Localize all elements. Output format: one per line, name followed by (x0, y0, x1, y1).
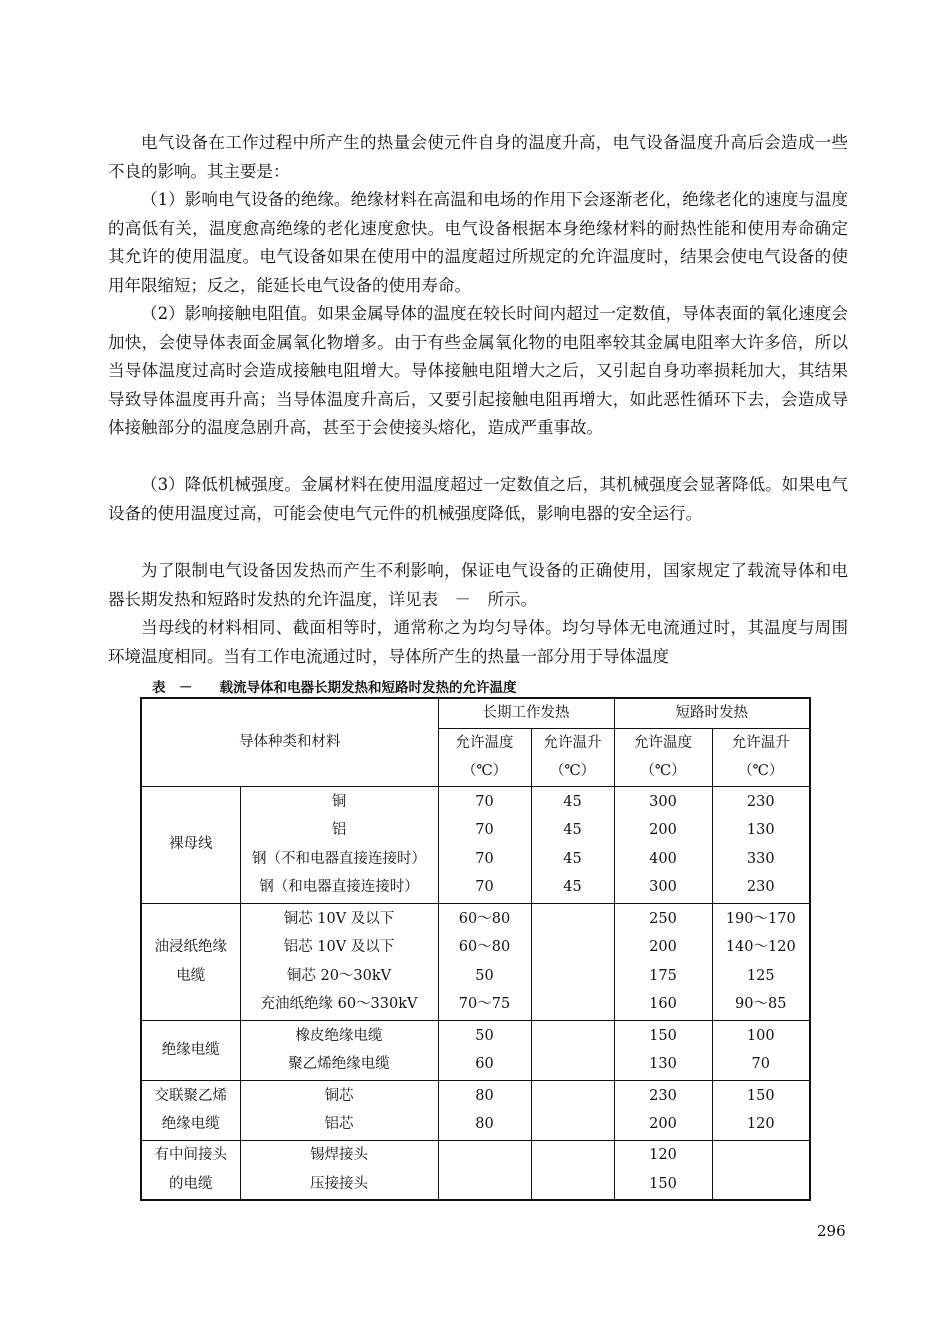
short-temp-cell-text: 120 (649, 1147, 677, 1164)
long-temp-cell-text: 70 (475, 793, 494, 810)
short-temp-cell-text: 175 (649, 967, 677, 984)
group-name-text: 有中间接头 (154, 1147, 227, 1164)
long-temp-cell-text: 80 (475, 1087, 494, 1104)
long-temp-cell-text: 70 (475, 822, 494, 838)
short-temp-cell (614, 786, 712, 903)
short-rise-cell (712, 1080, 810, 1140)
short-rise-cell-text: 190～170 (725, 910, 796, 927)
group-name-text: 裸母线 (169, 836, 213, 853)
material-cell-text: 铝 (331, 822, 347, 838)
table-row (141, 1020, 810, 1080)
short-rise-cell-text: 125 (746, 967, 775, 984)
material-cell (240, 1140, 438, 1200)
material-cell-text: 铝芯 (324, 1116, 354, 1132)
short-temp-cell (614, 1140, 712, 1200)
short-rise-cell-text: 100 (746, 1027, 775, 1044)
short-rise-cell-text: 90～85 (735, 996, 787, 1012)
long-rise-cell (531, 786, 614, 903)
group-name (141, 1140, 240, 1200)
table-row (141, 1080, 810, 1140)
short-temp-cell-text: 150 (649, 1175, 677, 1192)
material-cell-text: 钢（不和电器直接连接时） (252, 850, 426, 867)
long-rise-cell-text: 45 (563, 850, 582, 867)
short-temp-cell (614, 1080, 712, 1140)
long-temp-cell-text: 50 (475, 1027, 494, 1044)
page-number: 296 (817, 1222, 846, 1240)
group-name-text: 的电缆 (169, 1175, 213, 1192)
header-short-allow-rise-text: 允许温升 (731, 734, 790, 751)
short-rise-cell-text: 70 (751, 1056, 770, 1072)
long-temp-cell-text: 60 (475, 1056, 494, 1072)
short-temp-cell-text: 300 (649, 879, 677, 895)
header-long-allow-temp-text: （℃） (461, 763, 508, 779)
group-name-text: 电缆 (176, 967, 206, 984)
header-long-term-text: 长期工作发热 (482, 705, 570, 721)
short-temp-cell-text: 200 (649, 822, 677, 838)
long-rise-cell-text: 45 (563, 879, 582, 895)
long-temp-cell-text: 80 (475, 1116, 494, 1132)
long-temp-cell (438, 1140, 531, 1200)
group-name-text: 绝缘电缆 (161, 1041, 220, 1058)
material-cell-text: 充油纸绝缘 60～330kV (260, 996, 418, 1012)
material-cell-text: 铜 (331, 793, 347, 810)
table-row (141, 786, 810, 903)
long-rise-cell-text: 45 (563, 822, 582, 838)
header-short-circuit-text: 短路时发热 (675, 705, 748, 721)
paragraph-intro: 电气设备在工作过程中所产生的热量会使元件自身的温度升高，电气设备温度升高后会造成一些不良的影响。其主要是： (108, 133, 848, 181)
long-temp-cell-text: 60～80 (458, 939, 511, 955)
header-short-allow-rise (712, 728, 810, 786)
material-cell-text: 锡焊接头 (310, 1147, 368, 1164)
material-cell (240, 1080, 438, 1140)
long-temp-cell (438, 1020, 531, 1080)
paragraph-mechanical-strength: （3）降低机械强度。金属材料在使用温度超过一定数值之后，其机械强度会显著降低。如果电气设备的使用温度过高，可能会使电气元件的机械强度降低，影响电器的安全运行。 (108, 475, 848, 523)
table-row (141, 1140, 810, 1200)
material-cell (240, 903, 438, 1020)
short-temp-cell (614, 1020, 712, 1080)
group-name-text: 绝缘电缆 (161, 1116, 220, 1132)
short-rise-cell (712, 903, 810, 1020)
header-short-allow-temp (614, 728, 712, 786)
long-temp-cell (438, 903, 531, 1020)
material-cell-text: 聚乙烯绝缘电缆 (288, 1056, 390, 1072)
short-temp-cell-text: 200 (649, 1116, 677, 1132)
long-temp-cell-text: 70 (475, 879, 494, 895)
material-cell-text: 钢（和电器直接连接时） (259, 879, 419, 895)
short-rise-cell-text: 330 (746, 850, 775, 867)
short-rise-cell-text: 150 (746, 1087, 775, 1104)
header-short-allow-temp-text: 允许温度 (634, 734, 692, 751)
material-cell-text: 铝芯 10V 及以下 (283, 939, 395, 955)
group-name (141, 786, 240, 903)
long-temp-cell-text: 70～75 (458, 996, 511, 1012)
header-conductor-type-text: 导体种类和材料 (239, 734, 341, 750)
short-temp-cell-text: 200 (649, 939, 677, 955)
header-short-allow-rise-text: （℃） (738, 763, 784, 779)
group-name (141, 903, 240, 1020)
long-rise-cell-text: 45 (563, 793, 582, 810)
long-temp-cell-text: 50 (475, 967, 494, 984)
short-temp-cell-text: 400 (649, 850, 677, 867)
long-temp-cell-text: 60～80 (458, 910, 511, 927)
material-cell-text: 压接接头 (310, 1175, 368, 1192)
group-name (141, 1020, 240, 1080)
long-rise-cell (531, 1140, 614, 1200)
short-temp-cell-text: 160 (649, 996, 677, 1012)
header-long-allow-rise (531, 728, 614, 786)
material-cell-text: 橡皮绝缘电缆 (295, 1027, 383, 1044)
short-temp-cell-text: 250 (649, 910, 677, 927)
header-conductor-type (141, 698, 438, 786)
table-header-row (141, 698, 810, 728)
paragraph-limits: 为了限制电气设备因发热而产生不利影响，保证电气设备的正确使用，国家规定了载流导体和电器长期发热和短路时发热的允许温度，详见表 － 所示。 (108, 561, 848, 609)
short-temp-cell-text: 150 (649, 1027, 677, 1044)
group-name-text: 交联聚乙烯 (154, 1087, 227, 1104)
short-temp-cell (614, 903, 712, 1020)
header-long-allow-temp-text: 允许温度 (455, 734, 514, 751)
short-temp-cell-text: 300 (649, 793, 677, 810)
paragraph-contact-resistance: （2）影响接触电阻值。如果金属导体的温度在较长时间内超过一定数值，导体表面的氧化速度会加快，会使导体表面金属氧化物增多。由于有些金属氧化物的电阻率较其金属电阻率大许多倍，所以当导体温度过高时会造成接触电阻增大。导体接触电阻增大之后，又引起自身功率损耗加大，其结果导致导体温度再升高；当导体温度升高后，又要引起接触电阻再增大，如此恶性循环下去，会造成导体接触部分的温度急剧升高，甚至于会使接头熔化，造成严重事故。 (108, 304, 848, 437)
short-rise-cell-text: 140～120 (725, 939, 796, 955)
table-row (141, 903, 810, 1020)
long-rise-cell (531, 1080, 614, 1140)
paragraph-insulation: （1）影响电气设备的绝缘。绝缘材料在高温和电场的作用下会逐渐老化，绝缘老化的速度与温度的高低有关，温度愈高绝缘的老化速度愈快。电气设备根据本身绝缘材料的耐热性能和使用寿命确定其允许的使用温度。电气设备如果在使用中的温度超过所规定的允许温度时，结果会使电气设备的使用年限缩短；反之，能延长电气设备的使用寿命。 (108, 190, 848, 295)
short-rise-cell (712, 1020, 810, 1080)
header-long-term (438, 698, 614, 728)
group-name (141, 1080, 240, 1140)
long-rise-cell (531, 1020, 614, 1080)
material-cell-text: 铜芯 20～30kV (286, 967, 392, 984)
header-short-allow-temp-text: （℃） (640, 763, 686, 779)
short-temp-cell-text: 130 (649, 1056, 677, 1072)
short-rise-cell-text: 230 (746, 879, 775, 895)
long-temp-cell (438, 786, 531, 903)
short-rise-cell (712, 1140, 810, 1200)
group-name-text: 油浸纸绝缘 (154, 939, 227, 955)
table-caption: 表 － 载流导体和电器长期发热和短路时发热的允许温度 (152, 680, 517, 696)
short-rise-cell (712, 786, 810, 903)
header-long-allow-rise-text: 允许温升 (543, 734, 602, 751)
material-cell-text: 铜芯 (324, 1087, 354, 1104)
paragraph-uniform-conductor: 当母线的材料相同、截面相等时，通常称之为均匀导体。均匀导体无电流通过时，其温度与周围环境温度相同。当有工作电流通过时，导体所产生的热量一部分用于导体温度 (108, 618, 848, 666)
header-long-allow-temp (438, 728, 531, 786)
long-temp-cell-text: 70 (475, 850, 494, 867)
temperature-table (140, 697, 811, 1201)
short-rise-cell-text: 130 (746, 822, 775, 838)
short-rise-cell-text: 120 (746, 1116, 775, 1132)
material-cell (240, 786, 438, 903)
header-short-circuit (614, 698, 810, 728)
header-long-allow-rise-text: （℃） (549, 763, 596, 779)
short-rise-cell-text: 230 (746, 793, 775, 810)
short-temp-cell-text: 230 (649, 1087, 677, 1104)
long-rise-cell (531, 903, 614, 1020)
material-cell (240, 1020, 438, 1080)
long-temp-cell (438, 1080, 531, 1140)
material-cell-text: 铜芯 10V 及以下 (283, 910, 395, 927)
